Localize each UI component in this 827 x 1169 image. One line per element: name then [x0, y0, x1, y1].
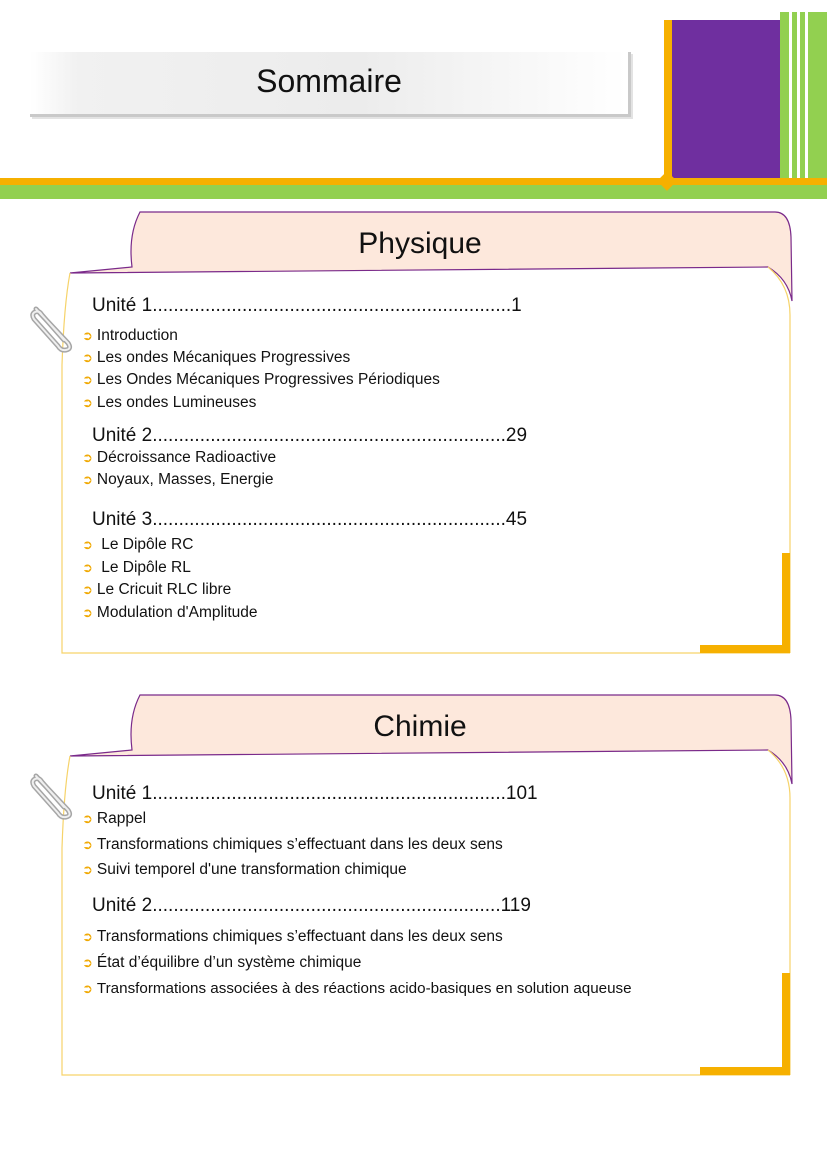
page-title: Sommaire — [256, 63, 402, 99]
list-item: ➲ Transformations chimiques s’effectuant dans les deux sens — [82, 836, 503, 853]
unit-page-number: 29 — [505, 425, 528, 446]
list-item: ➲ Suivi temporel d'une transformation chimique — [82, 861, 407, 878]
unit-label: Unité 2 — [92, 425, 153, 446]
list-item: ➲ Le Cricuit RLC libre — [82, 581, 232, 598]
corner-green-block — [780, 12, 827, 182]
arrow-bullet-icon: ➲ — [82, 350, 93, 365]
arrow-bullet-icon: ➲ — [82, 472, 93, 487]
paperclip-icon — [28, 770, 76, 820]
arrow-bullet-icon: ➲ — [82, 929, 93, 944]
list-item: ➲ Les Ondes Mécaniques Progressives Périodiques — [82, 371, 440, 388]
list-item: ➲ État d’équilibre d’un système chimique — [82, 954, 362, 971]
unit-label: Unité 1 — [92, 295, 153, 316]
paperclip-icon — [28, 303, 76, 353]
chimie-unit-1: Unité 1...................................................................101 — [92, 783, 538, 804]
physique-unit-1: Unité 1....................................................................1 — [92, 295, 522, 316]
unit-page-number: 1 — [511, 295, 522, 316]
arrow-bullet-icon: ➲ — [82, 981, 93, 996]
chimie-section — [0, 688, 827, 1088]
arrow-bullet-icon: ➲ — [82, 837, 93, 852]
corner-stripe — [805, 12, 808, 182]
header-band-orange — [0, 178, 827, 185]
unit-label: Unité 2 — [92, 895, 153, 916]
arrow-bullet-icon: ➲ — [82, 862, 93, 877]
chimie-unit-2: Unité 2..................................................................119 — [92, 895, 531, 916]
list-item: ➲ Le Dipôle RC — [82, 536, 194, 553]
list-item: ➲ Transformations associées à des réactions acido-basiques en solution aqueuse — [82, 980, 632, 997]
arrow-bullet-icon: ➲ — [82, 582, 93, 597]
list-item: ➲ Modulation d'Amplitude — [82, 604, 258, 621]
arrow-bullet-icon: ➲ — [82, 955, 93, 970]
physique-section — [0, 205, 827, 665]
corner-stripe — [797, 12, 800, 182]
corner-purple-block — [672, 20, 780, 182]
unit-page-number: 119 — [500, 895, 531, 916]
list-item: ➲ Les ondes Lumineuses — [82, 394, 257, 411]
corner-stripe — [789, 12, 792, 182]
list-item: ➲ Décroissance Radioactive — [82, 449, 277, 466]
arrow-bullet-icon: ➲ — [82, 395, 93, 410]
physique-unit-2: Unité 2...................................................................29 — [92, 425, 528, 446]
arrow-bullet-icon: ➲ — [82, 560, 93, 575]
list-item: ➲ Les ondes Mécaniques Progressives — [82, 349, 351, 366]
unit-page-number: 45 — [505, 509, 528, 530]
physique-title: Physique — [358, 227, 482, 260]
arrow-bullet-icon: ➲ — [82, 811, 93, 826]
chimie-title: Chimie — [373, 710, 467, 743]
unit-label: Unité 3 — [92, 509, 153, 530]
header-band-green — [0, 185, 827, 199]
list-item: ➲ Le Dipôle RL — [82, 559, 191, 576]
arrow-bullet-icon: ➲ — [82, 328, 93, 343]
arrow-bullet-icon: ➲ — [82, 450, 93, 465]
arrow-bullet-icon: ➲ — [82, 537, 93, 552]
arrow-bullet-icon: ➲ — [82, 605, 93, 620]
arrow-bullet-icon: ➲ — [82, 372, 93, 387]
chimie-frame — [0, 688, 827, 1088]
list-item: ➲ Introduction — [82, 327, 178, 344]
list-item: ➲ Transformations chimiques s’effectuant dans les deux sens — [82, 928, 503, 945]
physique-unit-3: Unité 3...................................................................45 — [92, 509, 528, 530]
title-banner — [30, 52, 631, 117]
list-item: ➲ Rappel — [82, 810, 147, 827]
unit-label: Unité 1 — [92, 783, 153, 804]
unit-page-number: 101 — [505, 783, 538, 804]
list-item: ➲ Noyaux, Masses, Energie — [82, 471, 274, 488]
